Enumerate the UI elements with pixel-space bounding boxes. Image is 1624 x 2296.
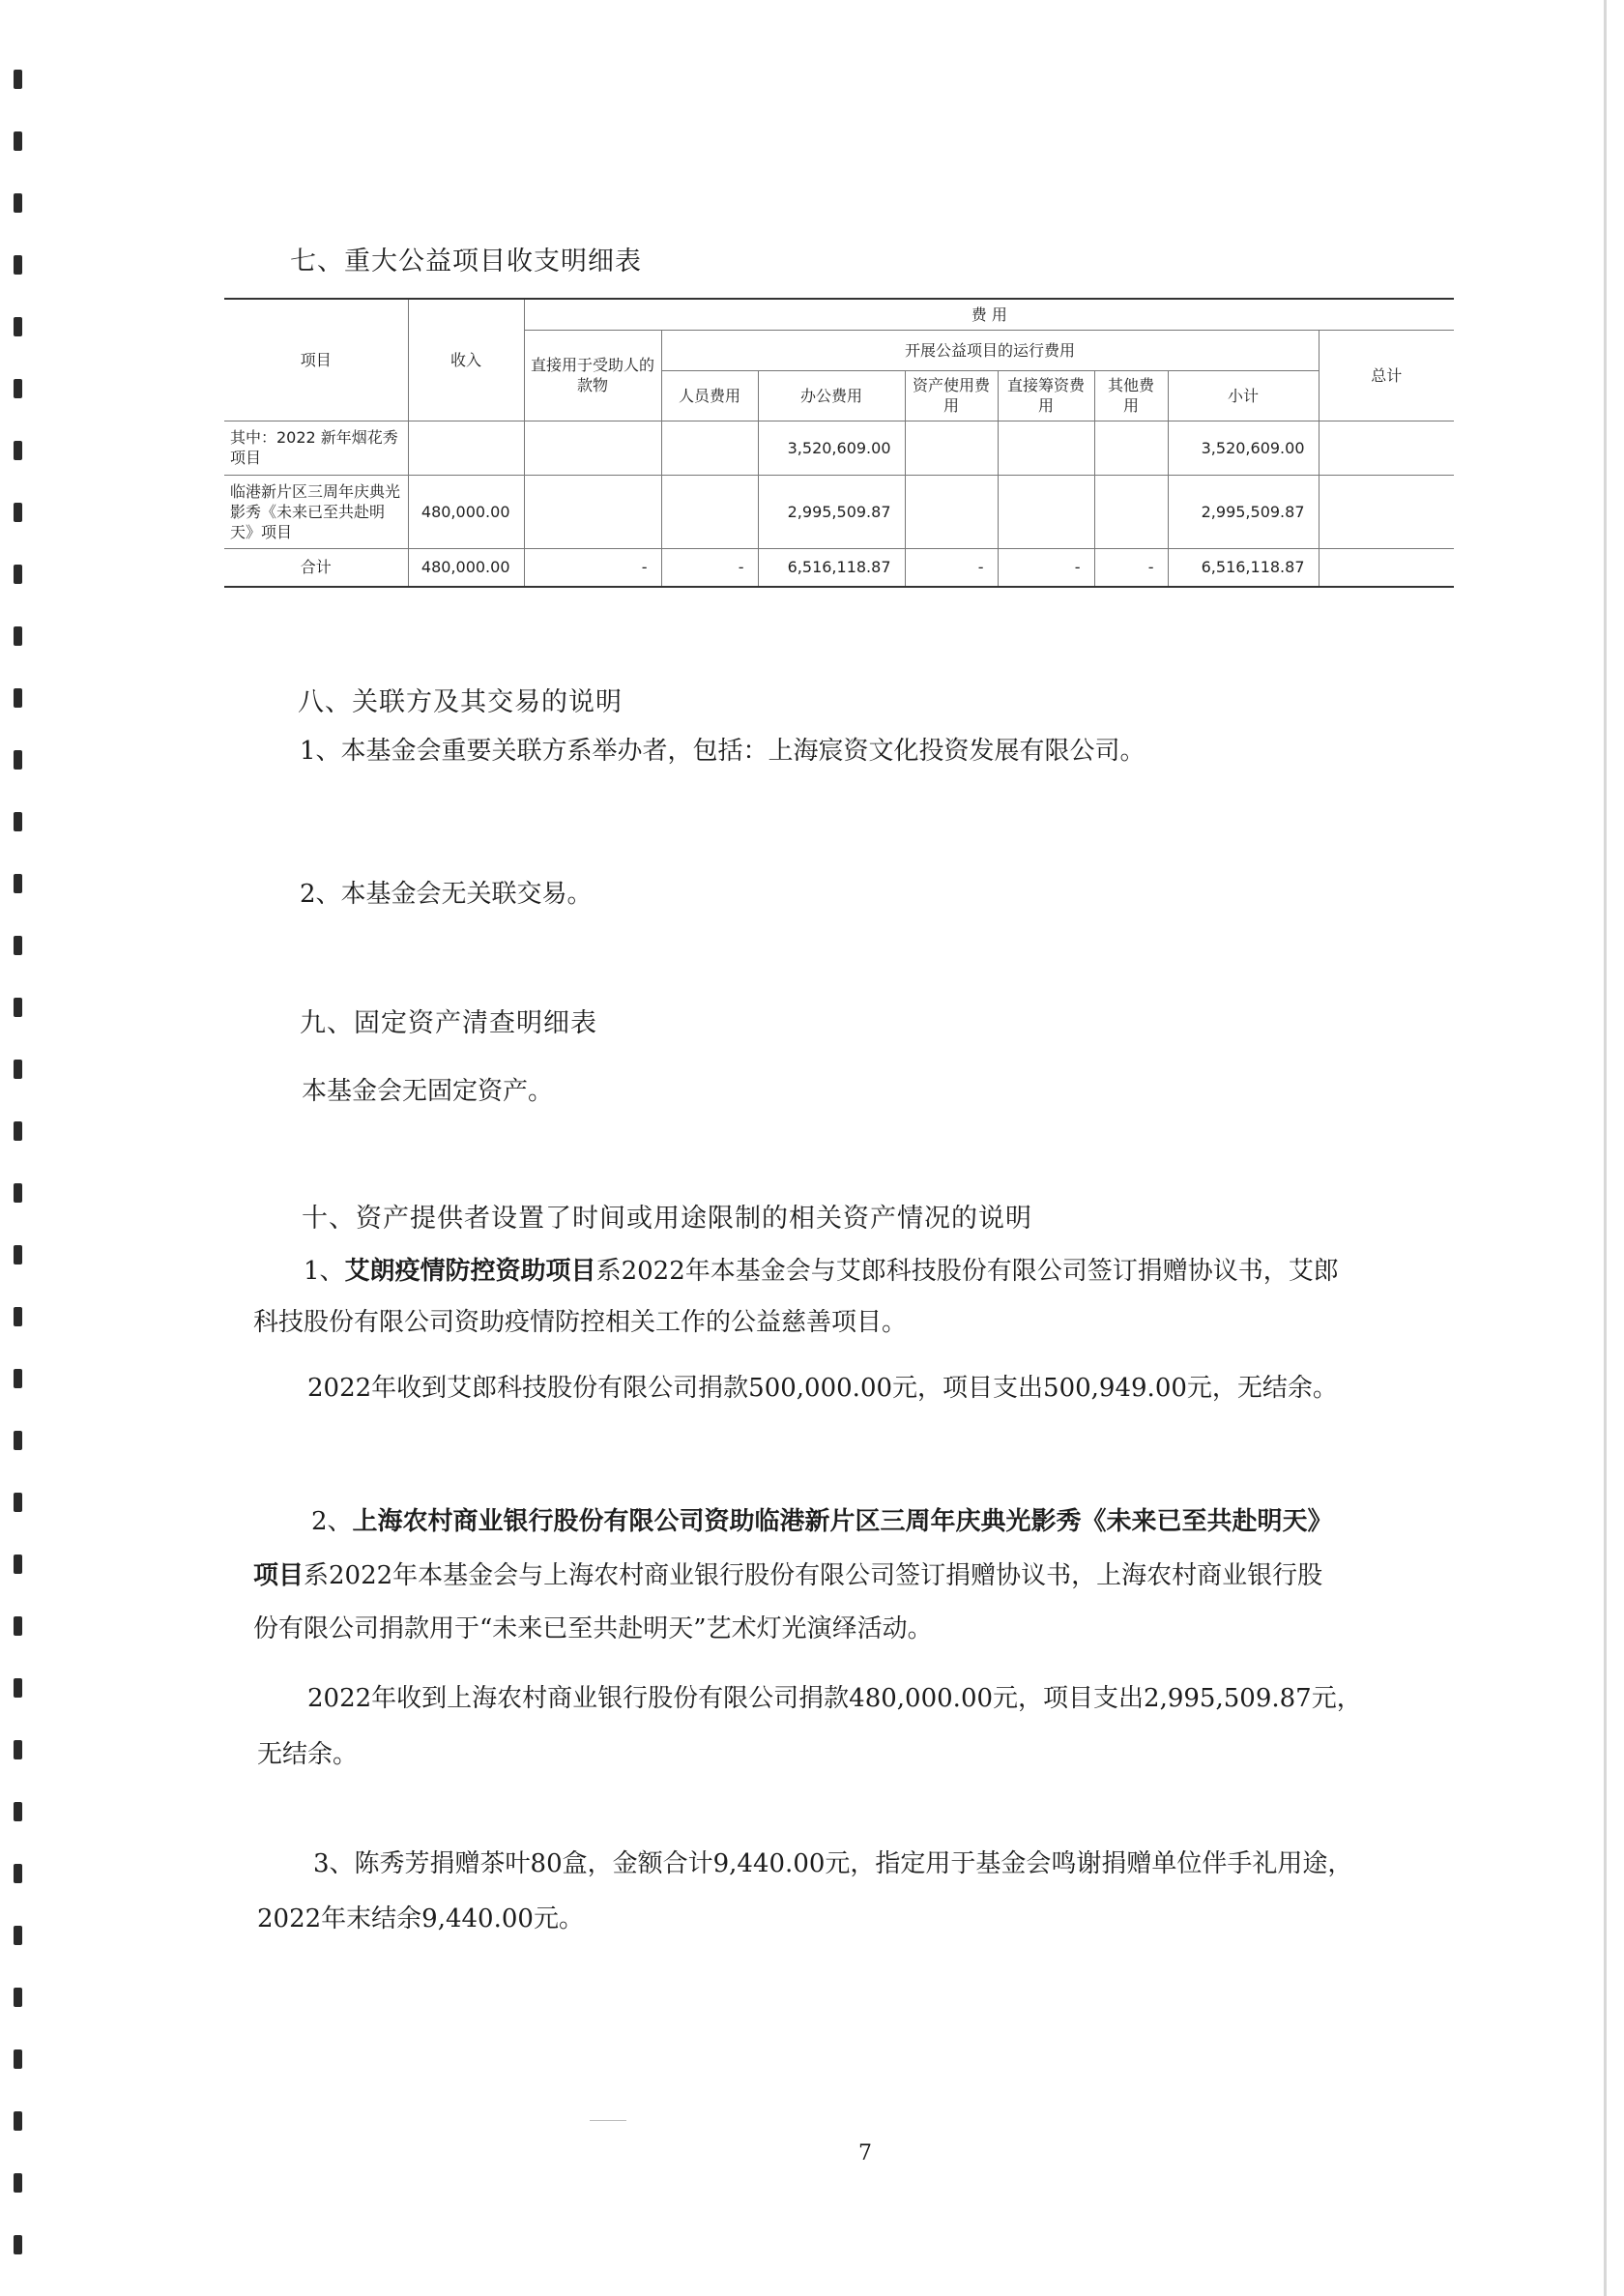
binding-hole-mark	[14, 1678, 22, 1698]
binding-hole-mark	[14, 1616, 22, 1636]
cell-office: 3,520,609.00	[758, 421, 905, 475]
item2-line5: 无结余。	[257, 1740, 359, 1769]
item1-text: 系2022年本基金会与艾郎科技股份有限公司签订捐赠协议书，艾郎	[595, 1257, 1339, 1286]
item2-bold-title-end: 项目	[253, 1561, 304, 1590]
binding-hole-mark	[14, 1369, 22, 1388]
item1-line2: 科技股份有限公司资助疫情防控相关工作的公益慈善项目。	[253, 1308, 908, 1337]
section10-title: 十、资产提供者设置了时间或用途限制的相关资产情况的说明	[302, 1204, 1032, 1234]
table-row-total	[224, 548, 1454, 587]
binding-hole-mark	[14, 750, 22, 770]
header-personnel: 人员费用	[661, 370, 758, 421]
binding-hole-mark	[14, 193, 22, 213]
item1-line3: 2022年收到艾郎科技股份有限公司捐款500,000.00元，项目支出500,949.00元，无结余。	[307, 1374, 1338, 1403]
section8-paragraph-1: 1、本基金会重要关联方系举办者，包括：上海宸资文化投资发展有限公司。	[300, 737, 1146, 766]
cell-direct	[524, 421, 661, 475]
binding-hole-mark	[14, 936, 22, 955]
binding-hole-mark	[14, 1493, 22, 1512]
binding-hole-mark	[14, 255, 22, 275]
section9-paragraph-1: 本基金会无固定资产。	[302, 1077, 554, 1106]
binding-hole-mark	[14, 998, 22, 1017]
header-direct-fundraising: 直接筹资费用	[998, 370, 1094, 421]
page-number: 7	[858, 2141, 872, 2165]
binding-hole-mark	[14, 874, 22, 893]
binding-hole-mark	[14, 317, 22, 336]
item3-line1: 3、陈秀芳捐赠茶叶80盒，金额合计9,440.00元，指定用于基金会鸣谢捐赠单位伴手礼用途，	[313, 1849, 1353, 1878]
cell-income: 480,000.00	[408, 548, 524, 587]
cell-office: 2,995,509.87	[758, 475, 905, 548]
header-direct-to-beneficiary: 直接用于受助人的款物	[524, 330, 661, 421]
binding-hole-mark	[14, 1988, 22, 2007]
cell-subtotal: 2,995,509.87	[1168, 475, 1319, 548]
binding-hole-mark	[14, 2049, 22, 2069]
header-office: 办公费用	[758, 370, 905, 421]
cell-fundraising	[998, 421, 1094, 475]
section8-title: 八、关联方及其交易的说明	[298, 687, 623, 717]
binding-hole-mark	[14, 812, 22, 831]
header-other: 其他费用	[1094, 370, 1168, 421]
table-row	[224, 475, 1454, 548]
binding-hole-mark	[14, 441, 22, 460]
binding-hole-mark	[14, 2111, 22, 2131]
binding-hole-mark	[14, 565, 22, 584]
item2-line1	[311, 1497, 1333, 1546]
cell-asset-use	[905, 421, 998, 475]
item1-bold-title: 艾朗疫情防控资助项目	[344, 1257, 596, 1286]
cell-project: 其中：2022 新年烟花秀项目	[224, 421, 408, 475]
item2-text: 系2022年本基金会与上海农村商业银行股份有限公司签订捐赠协议书，上海农村商业银行股	[304, 1561, 1323, 1590]
table-row	[224, 421, 1454, 475]
section9-title: 九、固定资产清查明细表	[300, 1008, 597, 1038]
binding-hole-mark	[14, 70, 22, 89]
cell-project: 临港新片区三周年庆典光影秀《未来已至共赴明天》项目	[224, 475, 408, 548]
page-edge-line	[1604, 0, 1607, 2296]
cell-office: 6,516,118.87	[758, 548, 905, 587]
cell-personnel	[661, 421, 758, 475]
binding-hole-mark	[14, 1183, 22, 1203]
binding-hole-mark	[14, 379, 22, 398]
item2-line4: 2022年收到上海农村商业银行股份有限公司捐款480,000.00元，项目支出2,995,509.87元，	[307, 1684, 1362, 1713]
cell-total	[1319, 548, 1454, 587]
cell-direct: -	[524, 548, 661, 587]
binding-hole-mark	[14, 688, 22, 708]
binding-hole-mark	[14, 1121, 22, 1141]
binding-hole-mark	[14, 1245, 22, 1264]
item3-line2: 2022年末结余9,440.00元。	[257, 1904, 584, 1933]
item1-line1	[304, 1247, 1339, 1295]
cell-project: 合计	[224, 548, 408, 587]
binding-hole-mark	[14, 1555, 22, 1574]
header-operating-costs: 开展公益项目的运行费用	[661, 330, 1319, 370]
header-subtotal: 小计	[1168, 370, 1319, 421]
header-expense: 费 用	[524, 299, 1454, 330]
cell-income: 480,000.00	[408, 475, 524, 548]
cell-total	[1319, 421, 1454, 475]
section7-title: 七、重大公益项目收支明细表	[290, 247, 642, 276]
item2-line2	[253, 1552, 1322, 1600]
binding-hole-mark	[14, 1307, 22, 1326]
item2-prefix: 2、	[311, 1507, 353, 1536]
item1-prefix: 1、	[304, 1257, 345, 1286]
cell-subtotal: 6,516,118.87	[1168, 548, 1319, 587]
binding-hole-mark	[14, 131, 22, 151]
cell-personnel: -	[661, 548, 758, 587]
section8-paragraph-2: 2、本基金会无关联交易。	[300, 880, 593, 909]
cell-asset-use: -	[905, 548, 998, 587]
binding-hole-mark	[14, 2173, 22, 2193]
item2-line3: 份有限公司捐款用于“未来已至共赴明天”艺术灯光演绎活动。	[253, 1614, 933, 1643]
cell-other: -	[1094, 548, 1168, 587]
cell-asset-use	[905, 475, 998, 548]
header-asset-use: 资产使用费用	[905, 370, 998, 421]
binding-hole-mark	[14, 1431, 22, 1450]
header-project: 项目	[224, 299, 408, 421]
binding-hole-mark	[14, 1740, 22, 1759]
binding-hole-mark	[14, 626, 22, 646]
binding-hole-mark	[14, 1926, 22, 1945]
cell-fundraising	[998, 475, 1094, 548]
cell-direct	[524, 475, 661, 548]
binding-hole-mark	[14, 2235, 22, 2254]
cell-subtotal: 3,520,609.00	[1168, 421, 1319, 475]
cell-other	[1094, 475, 1168, 548]
binding-hole-mark	[14, 503, 22, 522]
binding-hole-mark	[14, 1060, 22, 1079]
item2-bold-title: 上海农村商业银行股份有限公司资助临港新片区三周年庆典光影秀《未来已至共赴明天》	[352, 1507, 1333, 1536]
faint-mark	[590, 2120, 626, 2121]
cell-personnel	[661, 475, 758, 548]
cell-fundraising: -	[998, 548, 1094, 587]
cell-total	[1319, 475, 1454, 548]
header-total: 总计	[1319, 330, 1454, 421]
header-income: 收入	[408, 299, 524, 421]
project-expense-table	[224, 298, 1454, 588]
binding-hole-mark	[14, 1802, 22, 1821]
cell-income	[408, 421, 524, 475]
cell-other	[1094, 421, 1168, 475]
binding-hole-mark	[14, 1864, 22, 1883]
